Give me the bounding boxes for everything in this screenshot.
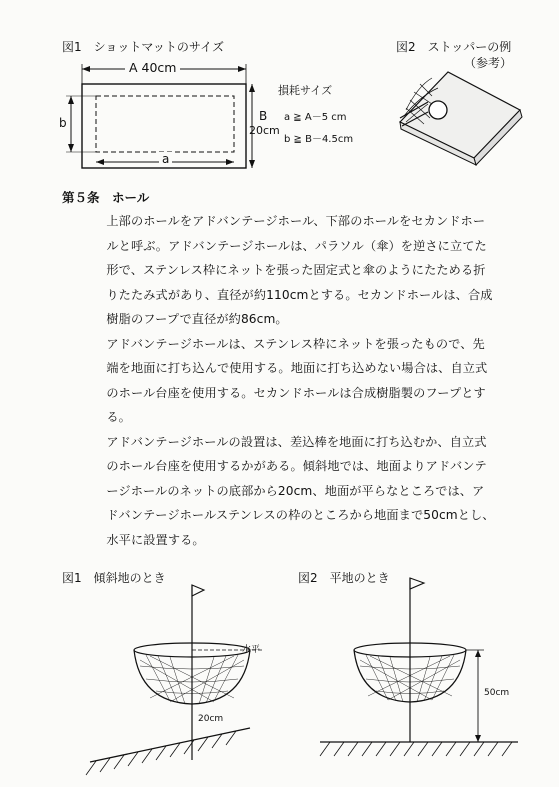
loss-size-a: a ≧ A－5 cm xyxy=(284,112,347,123)
flat-height-label: 50cm xyxy=(484,688,510,698)
dim-a-label: A 40cm xyxy=(125,60,180,75)
fig-slope-caption: 図1 傾斜地のとき xyxy=(62,571,166,585)
paragraph: 上部のホールをアドバンテージホール、下部のホールをセカンドホールと呼ぶ。アドバンテージホールは、パラソル（傘）を逆さに立てた形で、ステンレス枠にネットを張った固定式と傘のようにたためる折りたたみ式があり、直径が約110cmとする。セカンドホールは、合成樹脂のフープで直径が約86cm。 xyxy=(106,214,493,326)
dim-b-value: 20cm xyxy=(249,124,280,137)
fig-stopper-note: （参考） xyxy=(464,56,513,70)
paragraph: アドバンテージホールは、ステンレス枠にネットを張ったもので、先端を地面に打ち込んで使用する。地面に打ち込めない場合は、自立式のホール台座を使用する。セカンドホールは合成樹脂製のフープとする。 xyxy=(106,336,488,424)
fig-mat-caption: 図1 ショットマットのサイズ xyxy=(62,40,224,54)
fig-flat-caption: 図2 平地のとき xyxy=(298,571,390,585)
fig-stopper-caption: 図2 ストッパーの例 xyxy=(396,40,512,54)
article-heading: 第５条 ホール xyxy=(62,190,150,205)
paragraph: アドバンテージホールの設置は、差込棒を地面に打ち込むか、自立式のホール台座を使用するかがある。傾斜地では、地面よりアドバンテージホールのネットの底部から20cm、地面が平らなところでは、アドバンテージホールステンレスの枠のところから地面まで50cmとし、水平に設置する。 xyxy=(106,434,495,547)
dim-small-a: a xyxy=(159,152,172,166)
loss-size-b: b ≧ B－4.5cm xyxy=(284,134,354,145)
loss-size-title: 損耗サイズ xyxy=(278,84,333,97)
level-label: 水平 xyxy=(242,645,261,655)
dim-small-b: b xyxy=(59,116,67,130)
dim-b-letter: B xyxy=(259,109,268,123)
slope-height-label: 20cm xyxy=(198,714,224,724)
